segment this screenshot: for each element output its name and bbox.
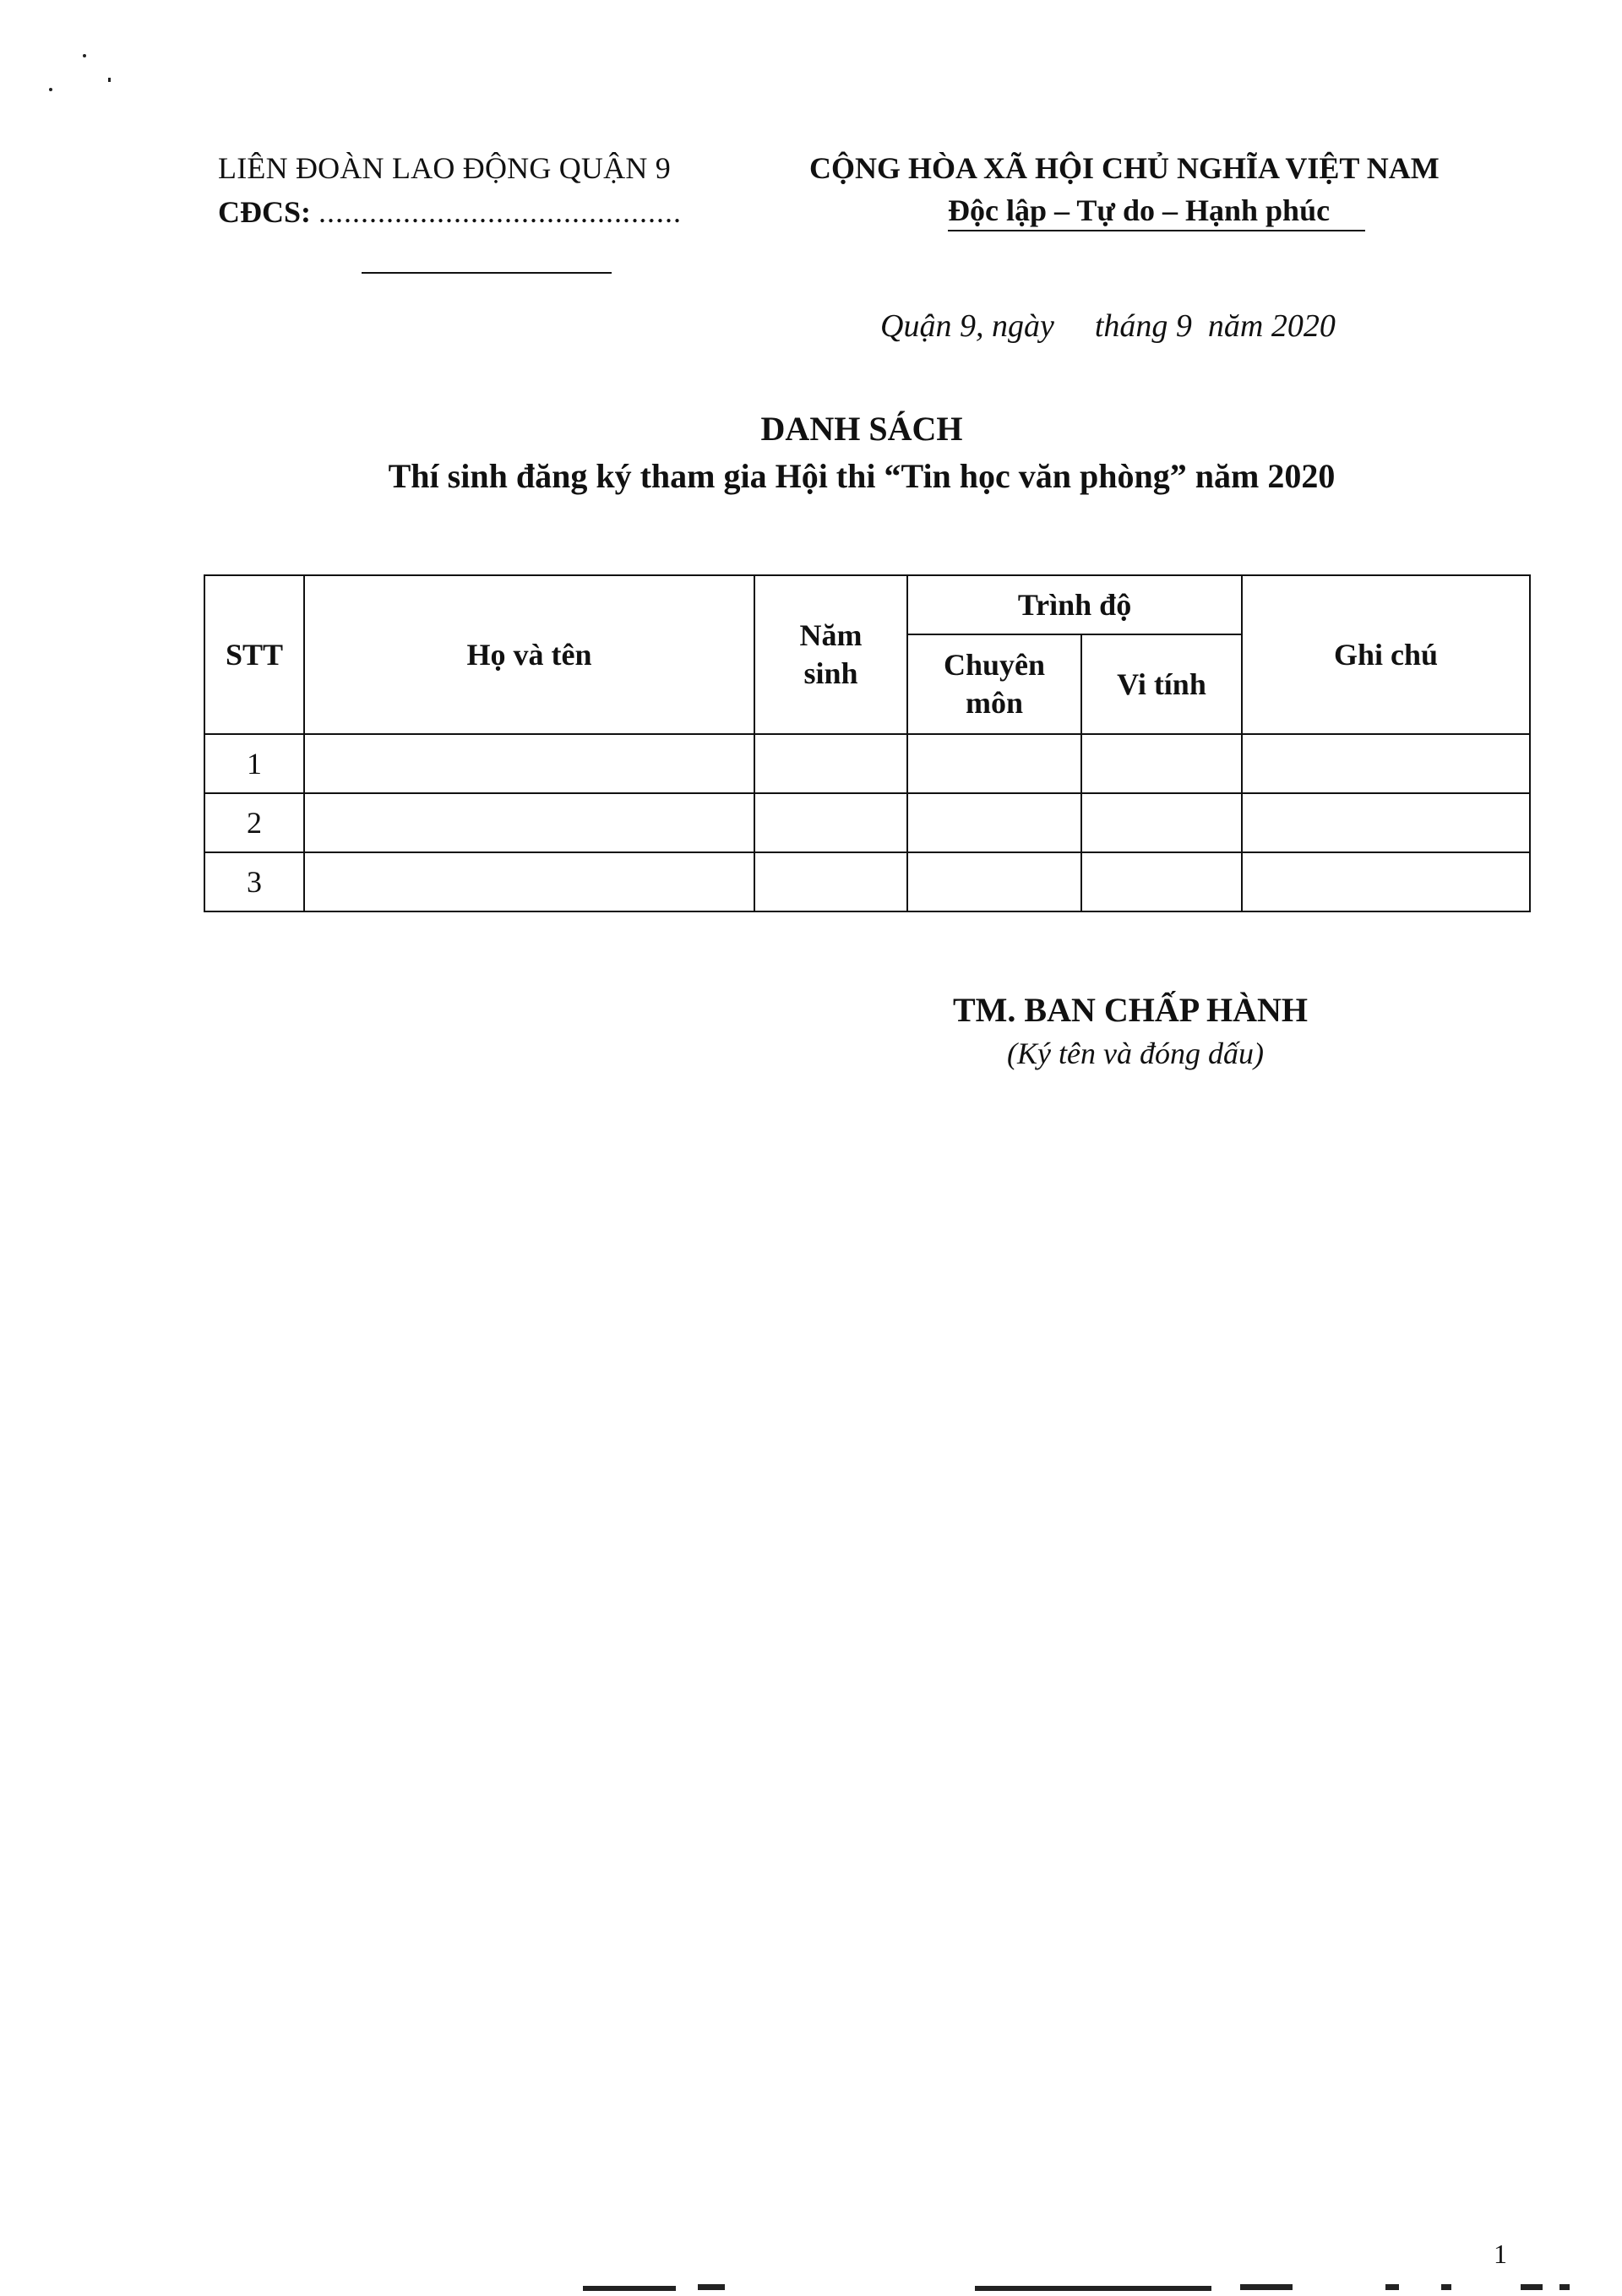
national-motto: Độc lập – Tự do – Hạnh phúc (948, 193, 1331, 227)
cell-note (1242, 852, 1530, 911)
cell-birth-year (754, 793, 907, 852)
organization-name: LIÊN ĐOÀN LAO ĐỘNG QUẬN 9 (218, 151, 671, 185)
left-header-rule (362, 272, 612, 274)
cdcs-blank: ........................................... (318, 195, 683, 229)
cell-stt: 2 (204, 793, 304, 852)
header-stt: STT (204, 575, 304, 734)
table-row (204, 852, 1530, 911)
document-subtitle: Thí sinh đăng ký tham gia Hội thi “Tin học văn phòng” năm 2020 (388, 457, 1336, 495)
page-number: 1 (1494, 2239, 1507, 2269)
cdcs-line (218, 194, 682, 230)
header-specialty-text: Chuyên môn (943, 648, 1046, 720)
document-title: DANH SÁCH (760, 410, 963, 448)
scan-speck (108, 78, 111, 82)
scan-speck (49, 88, 52, 91)
date-line (880, 307, 1336, 345)
cdcs-label: CĐCS: (218, 195, 312, 229)
scan-edge-mark (583, 2286, 676, 2291)
date-year: năm 2020 (1207, 308, 1336, 344)
cell-specialty (907, 734, 1081, 793)
scan-edge-mark (1559, 2284, 1570, 2290)
header-computer: Vi tính (1081, 634, 1242, 734)
table-header-row (204, 575, 1530, 634)
cell-computer (1081, 734, 1242, 793)
cell-computer (1081, 793, 1242, 852)
table-row (204, 734, 1530, 793)
date-place-day: Quận 9, ngày (880, 308, 1054, 344)
cell-stt: 1 (204, 734, 304, 793)
motto-underline (948, 230, 1365, 231)
scan-speck (83, 54, 86, 57)
signature-note: (Ký tên và đóng dấu) (1007, 1036, 1264, 1070)
nation-title: CỘNG HÒA XÃ HỘI CHỦ NGHĨA VIỆT NAM (809, 151, 1440, 185)
scan-edge-mark (698, 2284, 725, 2290)
header-birth-year-text: Năm sinh (799, 618, 863, 690)
header-note: Ghi chú (1242, 575, 1530, 734)
cell-birth-year (754, 852, 907, 911)
scan-edge-mark (1385, 2284, 1399, 2290)
header-specialty (907, 634, 1081, 734)
cell-birth-year (754, 734, 907, 793)
cell-specialty (907, 793, 1081, 852)
header-name: Họ và tên (304, 575, 754, 734)
scan-edge-mark (1240, 2284, 1293, 2290)
header-birth-year (754, 575, 907, 734)
date-month: tháng 9 (1094, 308, 1192, 344)
cell-stt: 3 (204, 852, 304, 911)
registration-table (204, 574, 1531, 912)
cell-note (1242, 734, 1530, 793)
scan-edge-mark (1441, 2284, 1451, 2290)
cell-name (304, 793, 754, 852)
signature-title: TM. BAN CHẤP HÀNH (953, 991, 1308, 1029)
scan-edge-mark (1521, 2284, 1543, 2290)
cell-specialty (907, 852, 1081, 911)
scan-edge-mark (975, 2286, 1211, 2291)
header-level: Trình độ (907, 575, 1242, 634)
cell-name (304, 734, 754, 793)
table-row (204, 793, 1530, 852)
cell-name (304, 852, 754, 911)
cell-computer (1081, 852, 1242, 911)
cell-note (1242, 793, 1530, 852)
